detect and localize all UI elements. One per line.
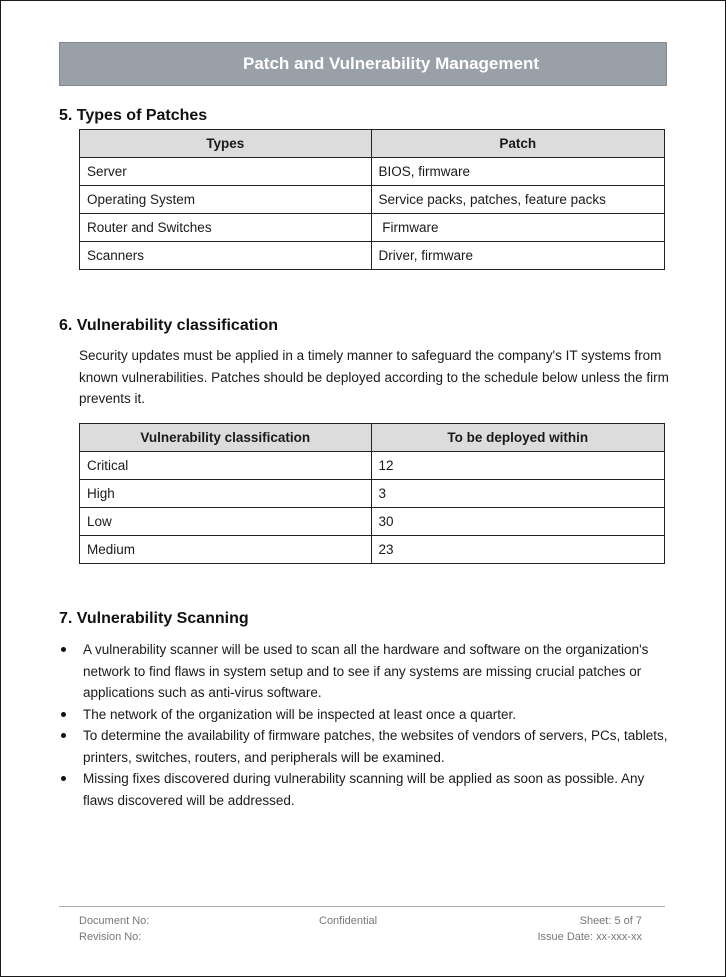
bullet-icon — [61, 712, 66, 717]
vulnerability-classification-table — [79, 423, 665, 564]
table-row — [80, 186, 665, 214]
table-row — [80, 242, 665, 270]
cell-deploy-within: 3 — [371, 480, 664, 508]
table-row — [80, 536, 665, 564]
list-item-text: To determine the availability of firmware patches, the websites of vendors of servers, PCs, tablets, printers, switches, routers, and peripherals will be examined. — [83, 728, 668, 765]
list-item-text: The network of the organization will be inspected at least once a quarter. — [83, 706, 517, 722]
list-item — [59, 704, 669, 726]
bullet-icon — [61, 776, 66, 781]
table-header-row — [80, 130, 665, 158]
list-item — [59, 725, 669, 768]
list-item-text: A vulnerability scanner will be used to scan all the hardware and software on the organization's network to find flaws in system setup and to see if any systems are missing crucial patches or applications such as anti-virus software. — [83, 642, 649, 700]
issue-date: Issue Date: xx-xxx-xx — [537, 931, 642, 943]
cell-patch: Service packs, patches, feature packs — [371, 186, 665, 214]
table-row — [80, 508, 665, 536]
table-row — [80, 214, 665, 242]
section-6-paragraph: Security updates must be applied in a timely manner to safeguard the company's IT systems from known vulnerabilities. Patches should be deployed according to the schedule below unless the firm prevents it. — [79, 348, 669, 406]
footer-right — [537, 913, 642, 945]
sheet-number: Sheet: 5 of 7 — [579, 915, 642, 927]
footer-center — [319, 913, 377, 929]
list-item — [59, 768, 669, 811]
column-header-deploy-within: To be deployed within — [371, 424, 664, 452]
section-6-heading: 6. Vulnerability classification — [59, 317, 279, 334]
document-number-label: Document No: — [79, 915, 150, 927]
table-header-row — [80, 424, 665, 452]
section-5-heading: 5. Types of Patches — [59, 107, 208, 124]
cell-patch: Driver, firmware — [371, 242, 665, 270]
list-item — [59, 639, 669, 704]
table-row — [80, 158, 665, 186]
revision-number-label: Revision No: — [79, 931, 142, 943]
table-row — [80, 480, 665, 508]
bullet-icon — [61, 733, 66, 738]
column-header-patch: Patch — [371, 130, 665, 158]
patch-types-table — [79, 129, 665, 270]
cell-classification: Critical — [80, 452, 372, 480]
section-7-heading: 7. Vulnerability Scanning — [59, 610, 249, 627]
footer-divider — [59, 906, 665, 907]
scanning-bullet-list — [59, 639, 669, 811]
document-title: Patch and Vulnerability Management — [243, 54, 539, 73]
cell-type: Router and Switches — [80, 214, 372, 242]
cell-classification: High — [80, 480, 372, 508]
cell-classification: Medium — [80, 536, 372, 564]
cell-type: Scanners — [80, 242, 372, 270]
cell-type: Operating System — [80, 186, 372, 214]
cell-deploy-within: 23 — [371, 536, 664, 564]
confidential-label: Confidential — [319, 915, 378, 927]
column-header-classification: Vulnerability classification — [80, 424, 372, 452]
cell-type: Server — [80, 158, 372, 186]
document-title-bar — [59, 42, 667, 86]
bullet-icon — [61, 647, 66, 652]
cell-patch: Firmware — [371, 214, 665, 242]
table-row — [80, 452, 665, 480]
cell-classification: Low — [80, 508, 372, 536]
cell-patch: BIOS, firmware — [371, 158, 665, 186]
footer-left — [79, 913, 149, 945]
cell-deploy-within: 30 — [371, 508, 664, 536]
list-item-text: Missing fixes discovered during vulnerability scanning will be applied as soon as possible. Any flaws discovered will be addressed. — [83, 771, 645, 808]
cell-deploy-within: 12 — [371, 452, 664, 480]
column-header-types: Types — [80, 130, 372, 158]
